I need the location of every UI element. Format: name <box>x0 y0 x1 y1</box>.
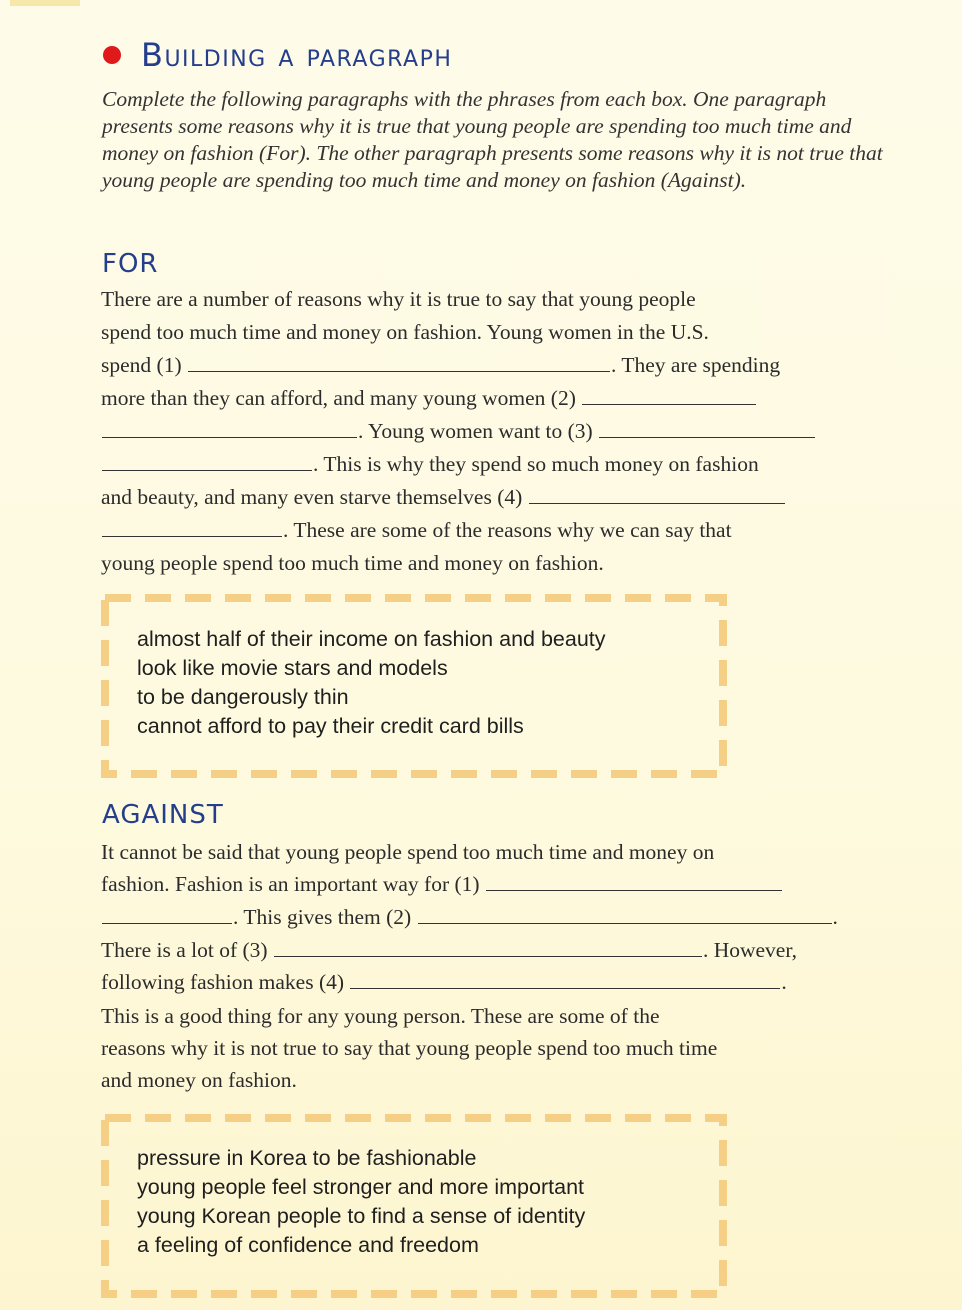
against-line-3: . This gives them (2) . <box>101 902 838 932</box>
for-blank-2b[interactable] <box>102 417 357 438</box>
for-blank-4a[interactable] <box>529 483 785 504</box>
against-line-2: fashion. Fashion is an important way for (1) <box>101 869 783 899</box>
for-phrase-box <box>101 594 727 778</box>
phrase-item: almost half of their income on fashion and beauty <box>137 627 606 651</box>
against-line-7: reasons why it is not true to say that young people spend too much time <box>101 1036 718 1060</box>
instructions: Complete the following paragraphs with the phrases from each box. One paragraph presents some reasons why it is true that young people are spending too much time and money on fashion (For). The other paragraph presents some reasons why it is not true that young people are spending too much time and money on fashion (Against). <box>102 87 883 192</box>
against-line-6: This is a good thing for any young person. These are some of the <box>101 1004 660 1028</box>
against-blank-3[interactable] <box>274 936 702 957</box>
against-blank-4[interactable] <box>350 968 780 989</box>
against-line-8: and money on fashion. <box>101 1068 297 1092</box>
for-line-3: spend (1) . They are spending <box>101 353 781 377</box>
phrase-item: to be dangerously thin <box>137 685 349 709</box>
against-line-5: following fashion makes (4) . <box>101 970 787 994</box>
for-blank-4b[interactable] <box>102 516 282 537</box>
title-row <box>103 36 452 74</box>
phrase-item: look like movie stars and models <box>137 656 448 680</box>
against-heading: AGAINST <box>102 800 224 830</box>
for-line-7: and beauty, and many even starve themselves (4) <box>101 482 786 512</box>
for-line-5: . Young women want to (3) <box>101 416 816 446</box>
against-blank-2[interactable] <box>418 903 832 924</box>
for-line-1: There are a number of reasons why it is true to say that young people <box>101 287 696 311</box>
for-phrase-list <box>137 625 606 741</box>
for-line-4: more than they can afford, and many young women (2) <box>101 383 757 413</box>
for-line-9: young people spend too much time and money on fashion. <box>101 551 604 575</box>
phrase-item: young Korean people to find a sense of identity <box>137 1204 586 1228</box>
for-line-6: . This is why they spend so much money on fashion <box>101 449 759 479</box>
against-line-4: There is a lot of (3) . However, <box>101 938 797 962</box>
against-phrase-list <box>137 1144 585 1260</box>
for-line-8: . These are some of the reasons why we can say that <box>101 515 732 545</box>
against-phrase-box <box>101 1114 727 1298</box>
page-title: Building a paragraph <box>141 36 453 74</box>
for-blank-3b[interactable] <box>102 450 312 471</box>
red-bullet-icon <box>103 46 121 64</box>
for-line-2: spend too much time and money on fashion. Young women in the U.S. <box>101 320 709 344</box>
for-blank-2a[interactable] <box>582 384 756 405</box>
for-blank-1[interactable] <box>188 351 610 372</box>
for-heading: FOR <box>102 249 159 279</box>
phrase-item: a feeling of confidence and freedom <box>137 1233 479 1257</box>
against-line-1: It cannot be said that young people spend too much time and money on <box>101 840 715 864</box>
phrase-item: young people feel stronger and more important <box>137 1175 584 1199</box>
phrase-item: pressure in Korea to be fashionable <box>137 1146 477 1170</box>
against-blank-1a[interactable] <box>486 870 782 891</box>
page-corner-decoration <box>10 0 80 6</box>
phrase-item: cannot afford to pay their credit card bills <box>137 714 524 738</box>
against-blank-1b[interactable] <box>102 903 232 924</box>
for-blank-3a[interactable] <box>599 417 815 438</box>
